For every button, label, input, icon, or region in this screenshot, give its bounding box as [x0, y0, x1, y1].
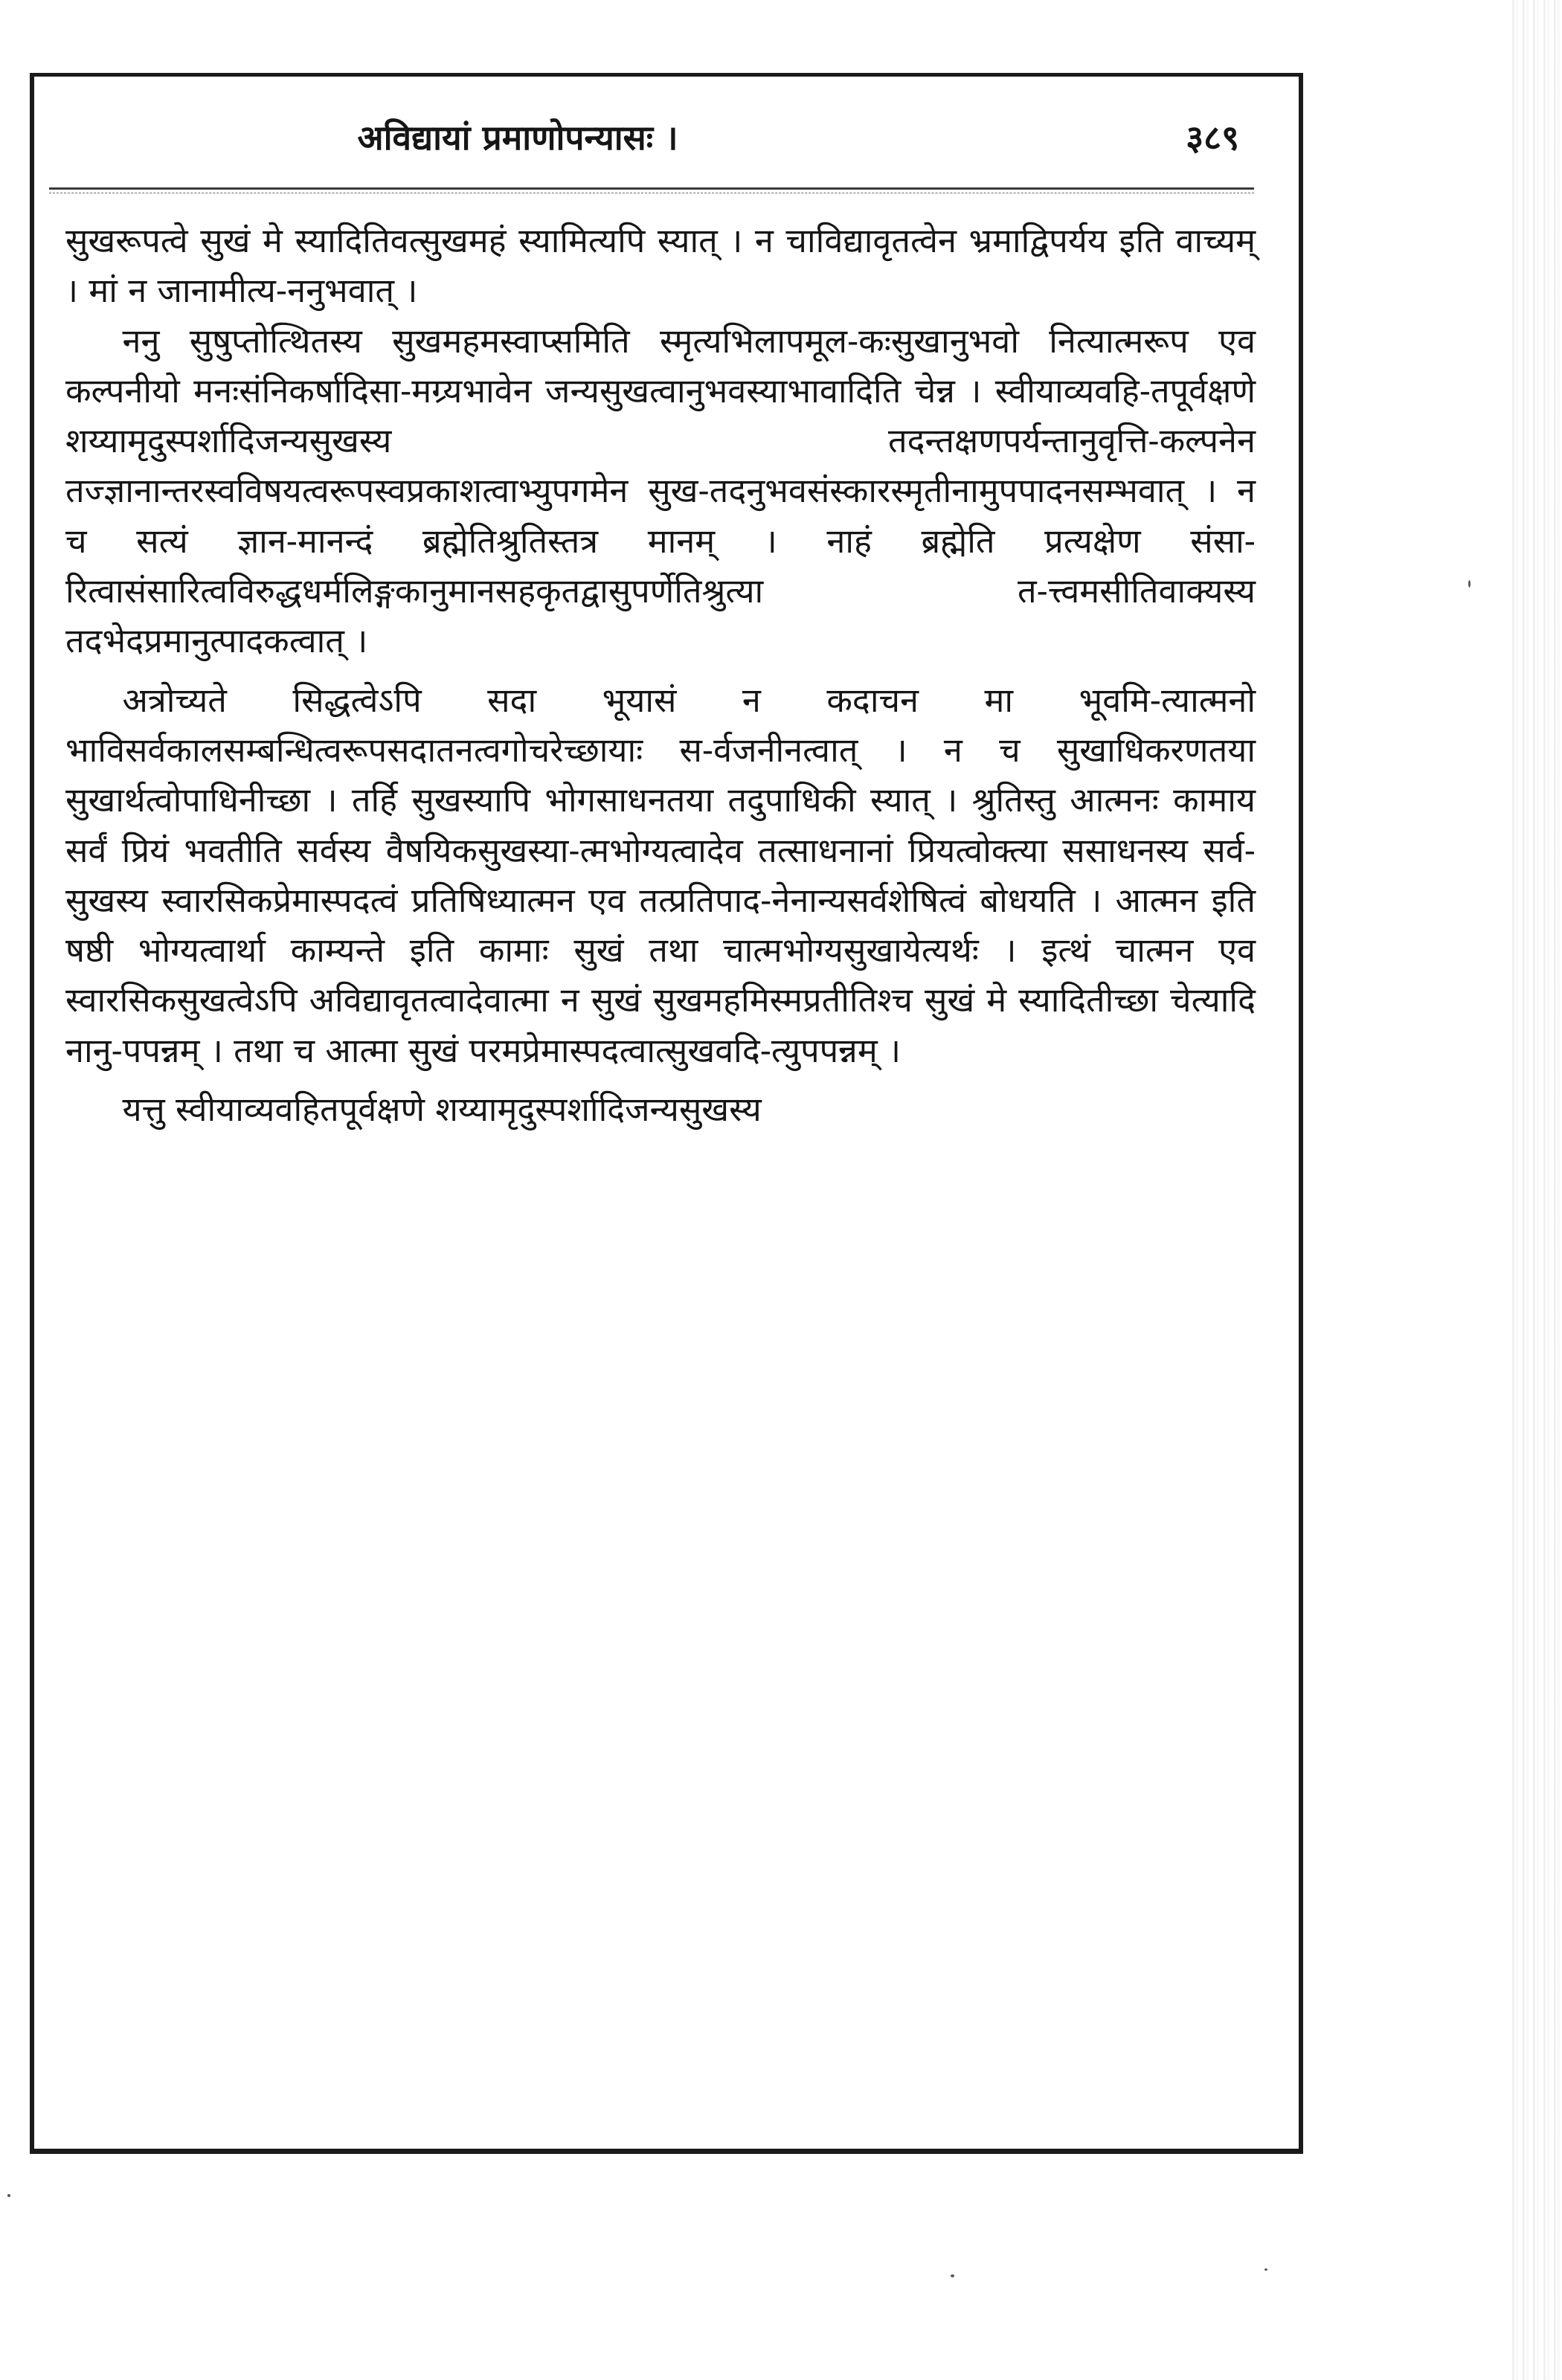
body-text [65, 216, 1256, 1134]
scan-speck [1264, 2268, 1267, 2271]
paragraph-final-line: यत्तु स्वीयाव्यवहितपूर्वक्षणे शय्यामृदुस्पर्शादिजन्यसुखस्य [122, 1090, 762, 1130]
scan-speck [7, 2194, 10, 2197]
scan-margin-edge [1508, 0, 1562, 2380]
page-header-title: अविद्यायां प्रमाणोपन्यासः । [357, 118, 678, 158]
scan-speck [1468, 580, 1471, 588]
paragraph-continuation: सुखरूपत्वे सुखं मे स्यादितिवत्सुखमहं स्यामित्यपि स्यात् । न चाविद्यावृतत्वेन भ्रमाद्विपर्यय इति वाच्यम् । मां न जानामीत्य-ननुभवात् । [65, 221, 1256, 311]
scan-speck [951, 2274, 954, 2277]
paragraph-objection: ननु सुषुप्तोत्थितस्य सुखमहमस्वाप्समिति स्मृत्यभिलापमूल-कःसुखानुभवो नित्यात्मरूप एव कल्पनीयो मनःसंनिकर्षादिसा-मग्र्यभावेन जन्यसुखत्वानुभवस्याभावादिति चेन्न । स्वीयाव्यवहि-तपूर्वक्षणे शय्यामृदुस्पर्शादिजन्यसुखस्य तदन्तक्षणपर्यन्तानुवृत्ति-कल्पनेन तज्ज्ञानान्तरस्वविषयत्वरूपस्वप्रकाशत्वाभ्युपगमेन सुख-तदनुभवसंस्कारस्मृतीनामुपपादनसम्भवात् । न च सत्यं ज्ञान-मानन्दं ब्रह्मेतिश्रुतिस्तत्र मानम् । नाहं ब्रह्मेति प्रत्यक्षेण संसा-रित्वासंसारित्वविरुद्धधर्मलिङ्गकानुमानसहकृतद्वासुपर्णेतिश्रुत्या त-त्त्वमसीतिवाक्यस्य तदभेदप्रमानुत्पादकत्वात् । [65, 321, 1256, 661]
running-header [34, 104, 1239, 171]
page-number: ३८९ [1186, 118, 1239, 158]
header-rule [49, 187, 1254, 193]
paragraph-reply: अत्रोच्यते सिद्धत्वेऽपि सदा भूयासं न कदाचन मा भूवमि-त्यात्मनो भाविसर्वकालसम्बन्धित्वरूपसदातनत्वगोचरेच्छायाः स-र्वजनीनत्वात् । न च सुखाधिकरणतया सुखार्थत्वोपाधिनीच्छा । तर्हि सुखस्यापि भोगसाधनतया तदुपाधिकी स्यात् । श्रुतिस्तु आत्मनः कामाय सर्वं प्रियं भवतीति सर्वस्य वैषयिकसुखस्या-त्मभोग्यत्वादेव तत्साधनानां प्रियत्वोक्त्या ससाधनस्य सर्व-सुखस्य स्वारसिकप्रेमास्पदत्वं प्रतिषिध्यात्मन एव तत्प्रतिपाद-नेनान्यसर्वशेषित्वं बोधयति । आत्मन इति षष्ठी भोग्यत्वार्था काम्यन्ते इति कामाः सुखं तथा चात्मभोग्यसुखायेत्यर्थः । इत्थं चात्मन एव स्वारसिकसुखत्वेऽपि अविद्यावृतत्वादेवात्मा न सुखं सुखमहमिस्मप्रतीतिश्च सुखं मे स्यादितीच्छा चेत्यादि नानु-पपन्नम् । तथा च आत्मा सुखं परमप्रेमास्पदत्वात्सुखवदि-त्युपपन्नम् । [65, 680, 1256, 1070]
